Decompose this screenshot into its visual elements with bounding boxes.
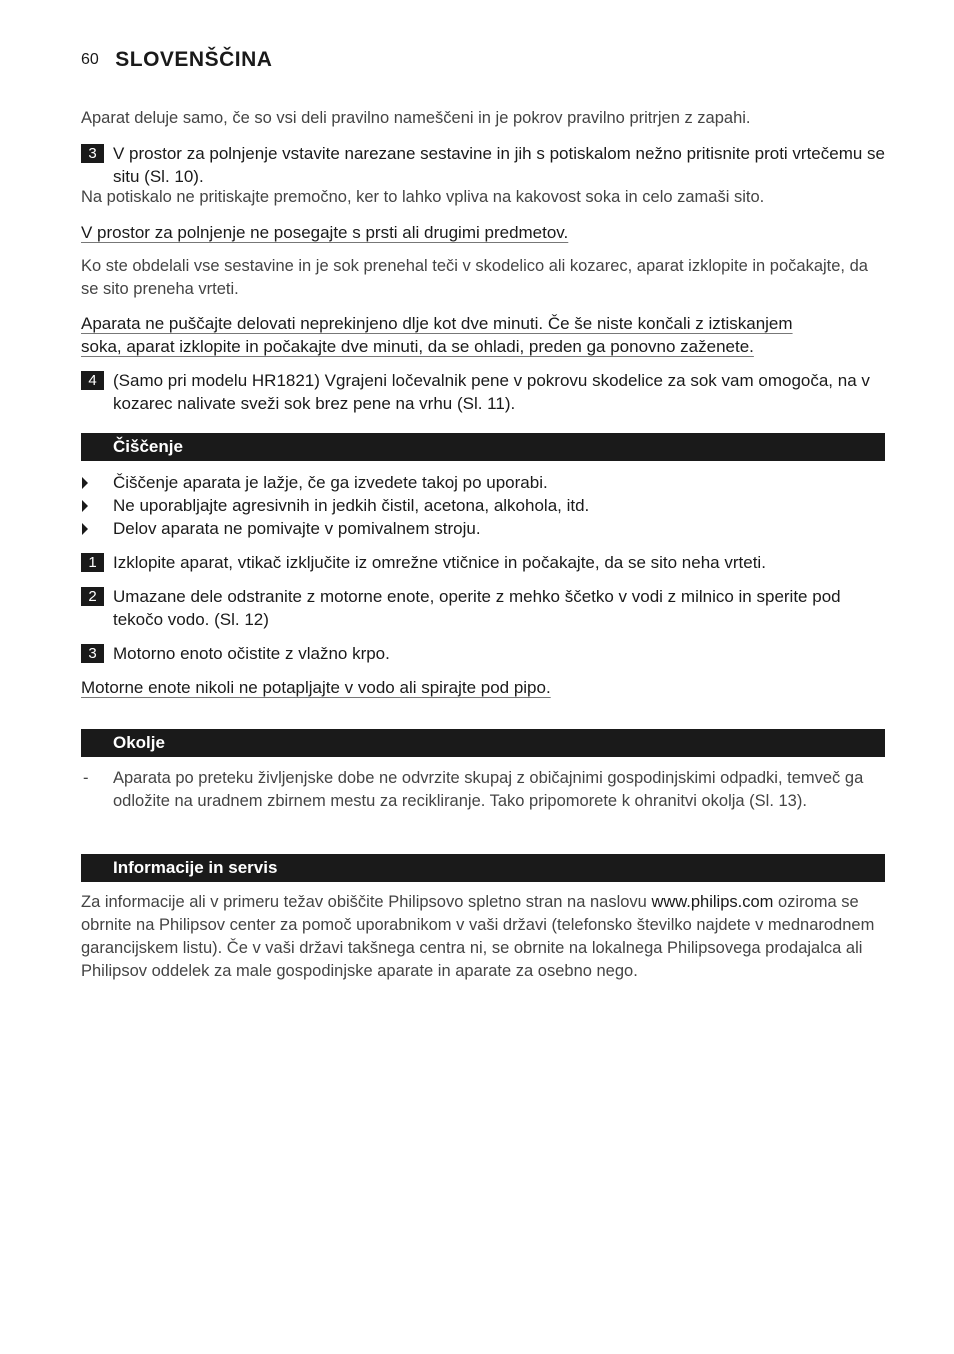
philips-website-link[interactable]: www.philips.com	[651, 893, 774, 911]
cleaning-step-3	[81, 642, 885, 665]
pusher-note: Na potiskalo ne pritiskajte premočno, ker to lahko vpliva na kakovost soka in celo zamaši sito.	[81, 188, 765, 206]
warning-fingers	[81, 221, 885, 244]
bullet-triangle-icon	[82, 477, 88, 489]
warning-text: Motorne enote nikoli ne potapljajte v vodo ali spirajte pod pipo.	[81, 678, 551, 697]
step-number: 2	[81, 587, 104, 606]
language-title: SLOVENŠČINA	[115, 48, 273, 71]
step-text: Izklopite aparat, vtikač izključite iz omrežne vtičnice in počakajte, da se sito neha vrteti.	[113, 553, 766, 572]
page-header	[81, 48, 272, 72]
section-title: Okolje	[113, 733, 165, 752]
warning-line-1: Aparata ne puščajte delovati neprekinjeno dlje kot dve minuti. Če še niste končali z iztiskanjem	[81, 314, 793, 333]
warning-motor	[81, 676, 885, 699]
bullet-triangle-icon	[82, 500, 88, 512]
list-item	[81, 767, 885, 813]
step-4-foam	[81, 369, 885, 415]
warning-line-2: soka, aparat izklopite in počakajte dve minuti, da se ohladi, preden ga ponovno zaženete.	[81, 337, 754, 356]
step-text: Umazane dele odstranite z motorne enote, operite z mehko ščetko v vodi z milnico in sperite pod tekočo vodo. (Sl. 12)	[113, 587, 841, 629]
dash-marker: -	[83, 769, 89, 787]
list-item: Čiščenje aparata je lažje, če ga izvedete takoj po uporabi.	[81, 471, 885, 494]
finish-note: Ko ste obdelali vse sestavine in je sok prenehal teči v skodelico ali kozarec, aparat izklopite in počakajte, da se sito preneha vrteti.	[81, 257, 868, 298]
step-number: 3	[81, 144, 104, 163]
list-item: Delov aparata ne pomivajte v pomivalnem stroju.	[81, 517, 885, 540]
list-item: Ne uporabljajte agresivnih in jedkih čistil, acetona, alkohola, itd.	[81, 494, 885, 517]
step-text: (Samo pri modelu HR1821) Vgrajeni ločevalnik pene v pokrovu skodelice za sok vam omogoča, na v kozarec nalivate sveži sok brez pene na vrhu (Sl. 11).	[113, 371, 870, 413]
section-title: Čiščenje	[113, 437, 183, 456]
section-title: Informacije in servis	[113, 858, 278, 877]
intro-note: Aparat deluje samo, če so vsi deli pravilno nameščeni in je pokrov pravilno pritrjen z zapahi.	[81, 109, 751, 127]
step-number: 3	[81, 644, 104, 663]
step-3-fill	[81, 142, 885, 188]
cleaning-step-1	[81, 551, 885, 574]
warning-runtime	[81, 312, 885, 358]
section-header-environment	[81, 729, 885, 757]
warning-text: V prostor za polnjenje ne posegajte s prsti ali drugimi predmetov.	[81, 223, 569, 242]
cleaning-step-2	[81, 585, 885, 631]
section-header-service	[81, 854, 885, 882]
bullet-triangle-icon	[82, 523, 88, 535]
section-header-cleaning	[81, 433, 885, 461]
step-text: Motorno enoto očistite z vlažno krpo.	[113, 644, 390, 663]
environment-text: Aparata po preteku življenjske dobe ne odvrzite skupaj z običajnimi gospodinjskimi odpadki, temveč ga odložite na uradnem zbirnem mestu za recikliranje. Tako pripomorete k ohranitvi okolja (Sl. 13).	[113, 769, 864, 810]
service-paragraph: Za informacije ali v primeru težav obiščite Philipsovo spletno stran na naslovu www.philips.com oziroma se obrnite na Philipsov center za pomoč uporabnikom v vaši državi (telefonsko številko najdete v mednarodnem garancijskem listu). Če v vaši državi takšnega centra ni, se obrnite na lokalnega Philipsovega prodajalca ali Philipsov oddelek za male gospodinjske aparate in aparate za osebno nego.	[81, 893, 875, 980]
step-number: 4	[81, 371, 104, 390]
page-number: 60	[81, 51, 99, 68]
step-text: V prostor za polnjenje vstavite narezane sestavine in jih s potiskalom nežno pritisnite proti vrtečemu se situ (Sl. 10).	[113, 144, 885, 186]
step-number: 1	[81, 553, 104, 572]
